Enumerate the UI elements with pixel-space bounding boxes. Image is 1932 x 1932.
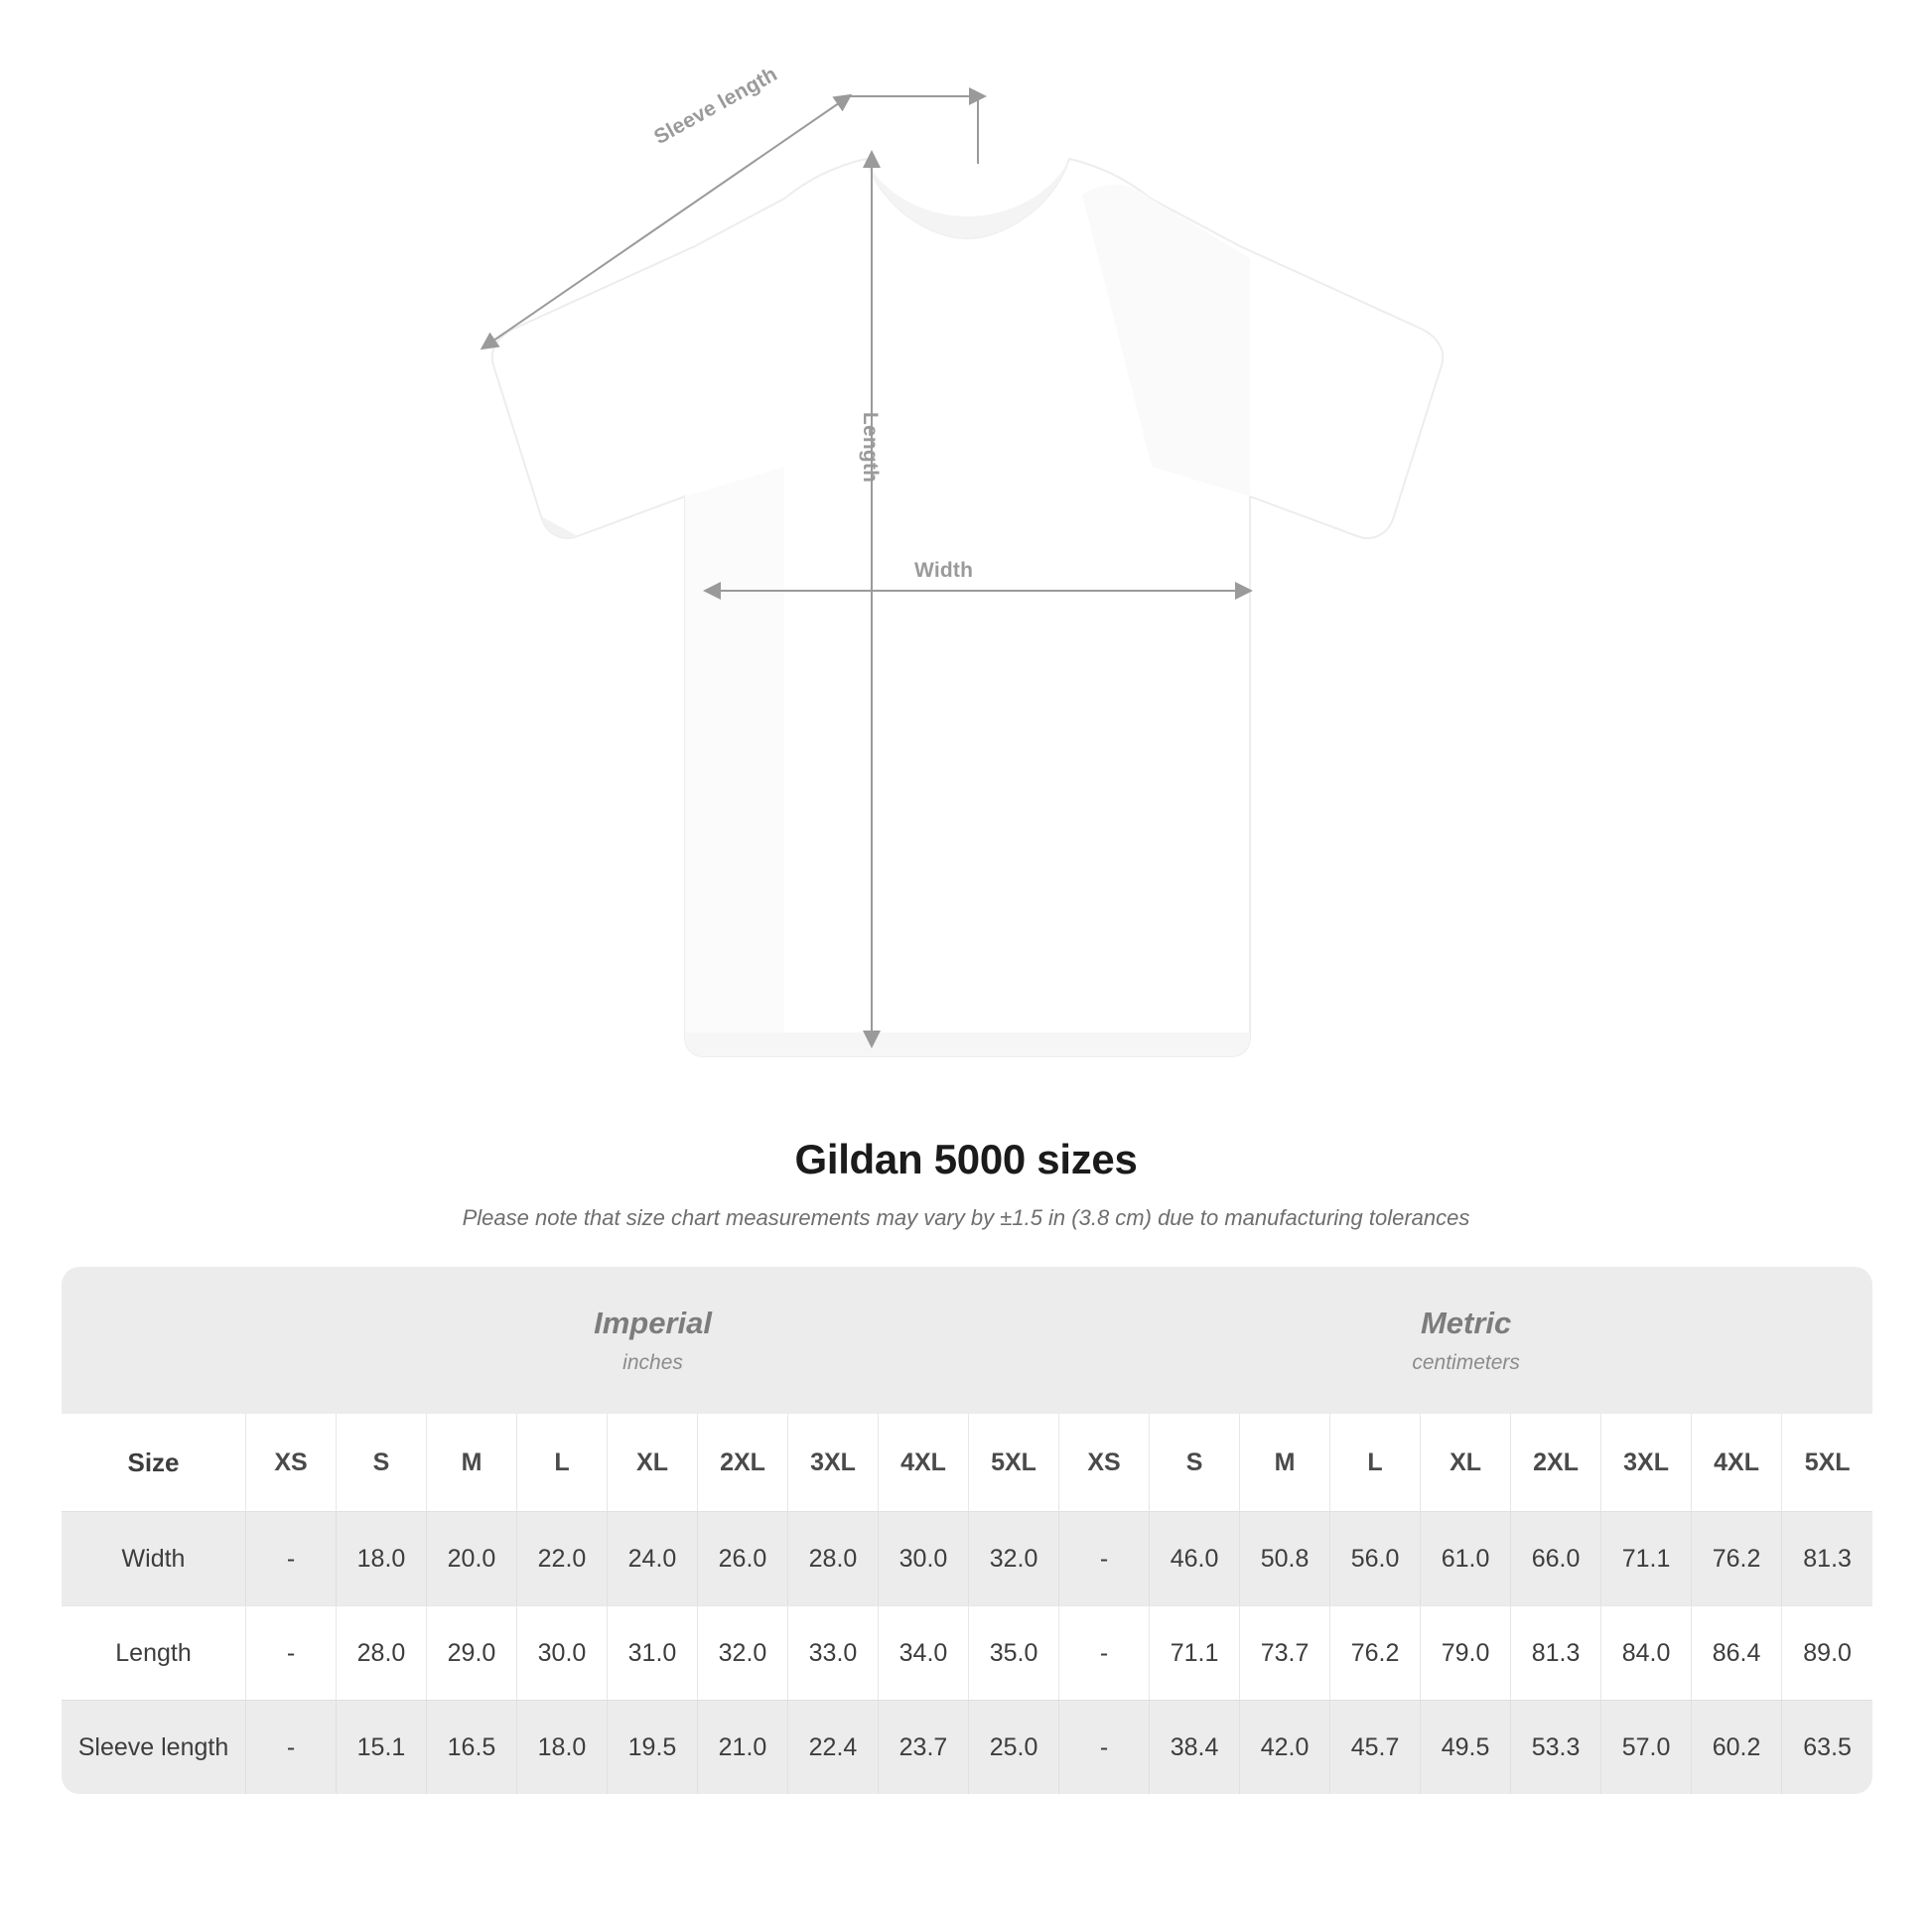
cell-length-metric-l: 76.2	[1330, 1605, 1421, 1700]
row-label-length: Length	[62, 1605, 246, 1700]
cell-length-metric-5xl: 89.0	[1782, 1605, 1872, 1700]
length-label: Length	[859, 412, 882, 483]
cell-width-imperial-3xl: 28.0	[788, 1511, 879, 1605]
cell-sleeve-imperial-m: 16.5	[427, 1700, 517, 1794]
cell-length-imperial-l: 30.0	[517, 1605, 608, 1700]
header-size-label: Size	[62, 1414, 246, 1511]
cell-sleeve-imperial-2xl: 21.0	[698, 1700, 788, 1794]
cell-width-metric-l: 56.0	[1330, 1511, 1421, 1605]
header-imperial-s: S	[337, 1414, 427, 1511]
header-metric-xl: XL	[1421, 1414, 1511, 1511]
cell-sleeve-imperial-xs: -	[246, 1700, 337, 1794]
cell-width-imperial-xl: 24.0	[608, 1511, 698, 1605]
cell-length-imperial-s: 28.0	[337, 1605, 427, 1700]
cell-width-imperial-s: 18.0	[337, 1511, 427, 1605]
header-imperial-4xl: 4XL	[879, 1414, 969, 1511]
cell-width-imperial-5xl: 32.0	[969, 1511, 1059, 1605]
width-label: Width	[914, 559, 974, 582]
cell-sleeve-imperial-xl: 19.5	[608, 1700, 698, 1794]
cell-sleeve-metric-3xl: 57.0	[1601, 1700, 1692, 1794]
cell-length-imperial-m: 29.0	[427, 1605, 517, 1700]
size-header-row	[62, 1414, 1872, 1511]
header-metric-l: L	[1330, 1414, 1421, 1511]
unit-sub-metric: centimeters	[1412, 1351, 1520, 1374]
header-metric-xs: XS	[1059, 1414, 1150, 1511]
cell-width-imperial-l: 22.0	[517, 1511, 608, 1605]
header-metric-5xl: 5XL	[1782, 1414, 1872, 1511]
cell-length-metric-2xl: 81.3	[1511, 1605, 1601, 1700]
cell-sleeve-metric-5xl: 63.5	[1782, 1700, 1872, 1794]
cell-sleeve-metric-m: 42.0	[1240, 1700, 1330, 1794]
table-row	[62, 1605, 1872, 1700]
cell-width-metric-2xl: 66.0	[1511, 1511, 1601, 1605]
header-metric-3xl: 3XL	[1601, 1414, 1692, 1511]
table-row	[62, 1700, 1872, 1794]
header-metric-2xl: 2XL	[1511, 1414, 1601, 1511]
tshirt-shape	[492, 159, 1444, 1056]
size-table-container	[62, 1267, 1870, 1794]
cell-sleeve-imperial-s: 15.1	[337, 1700, 427, 1794]
cell-length-imperial-4xl: 34.0	[879, 1605, 969, 1700]
cell-length-metric-xl: 79.0	[1421, 1605, 1511, 1700]
cell-length-imperial-xl: 31.0	[608, 1605, 698, 1700]
cell-length-imperial-5xl: 35.0	[969, 1605, 1059, 1700]
cell-length-imperial-3xl: 33.0	[788, 1605, 879, 1700]
header-metric-4xl: 4XL	[1692, 1414, 1782, 1511]
cell-width-metric-3xl: 71.1	[1601, 1511, 1692, 1605]
cell-sleeve-imperial-5xl: 25.0	[969, 1700, 1059, 1794]
cell-length-metric-3xl: 84.0	[1601, 1605, 1692, 1700]
unit-sub-imperial: inches	[622, 1351, 683, 1374]
cell-width-metric-s: 46.0	[1150, 1511, 1240, 1605]
cell-sleeve-imperial-4xl: 23.7	[879, 1700, 969, 1794]
cell-sleeve-metric-s: 38.4	[1150, 1700, 1240, 1794]
unit-name-imperial: Imperial	[594, 1306, 712, 1340]
unit-name-metric: Metric	[1420, 1306, 1512, 1340]
cell-sleeve-metric-xs: -	[1059, 1700, 1150, 1794]
header-imperial-l: L	[517, 1414, 608, 1511]
cell-width-imperial-2xl: 26.0	[698, 1511, 788, 1605]
cell-width-metric-m: 50.8	[1240, 1511, 1330, 1605]
cell-length-metric-m: 73.7	[1240, 1605, 1330, 1700]
header-imperial-m: M	[427, 1414, 517, 1511]
header-imperial-2xl: 2XL	[698, 1414, 788, 1511]
cell-width-metric-xl: 61.0	[1421, 1511, 1511, 1605]
row-label-sleeve-length: Sleeve length	[62, 1700, 246, 1794]
cell-length-metric-s: 71.1	[1150, 1605, 1240, 1700]
cell-width-imperial-m: 20.0	[427, 1511, 517, 1605]
cell-width-metric-4xl: 76.2	[1692, 1511, 1782, 1605]
header-imperial-xs: XS	[246, 1414, 337, 1511]
cell-sleeve-imperial-3xl: 22.4	[788, 1700, 879, 1794]
table-row	[62, 1511, 1872, 1605]
header-imperial-5xl: 5XL	[969, 1414, 1059, 1511]
row-label-width: Width	[62, 1511, 246, 1605]
cell-length-imperial-xs: -	[246, 1605, 337, 1700]
cell-sleeve-imperial-l: 18.0	[517, 1700, 608, 1794]
unit-header-imperial	[246, 1267, 1059, 1414]
size-chart-heading	[0, 1136, 1932, 1231]
header-imperial-xl: XL	[608, 1414, 698, 1511]
cell-width-metric-xs: -	[1059, 1511, 1150, 1605]
header-metric-s: S	[1150, 1414, 1240, 1511]
cell-length-imperial-2xl: 32.0	[698, 1605, 788, 1700]
cell-width-metric-5xl: 81.3	[1782, 1511, 1872, 1605]
cell-sleeve-metric-xl: 49.5	[1421, 1700, 1511, 1794]
cell-width-imperial-xs: -	[246, 1511, 337, 1605]
unit-header-corner	[62, 1267, 246, 1414]
size-chart-table	[62, 1267, 1872, 1794]
sleeve-length-label: Sleeve length	[650, 63, 781, 150]
header-metric-m: M	[1240, 1414, 1330, 1511]
header-imperial-3xl: 3XL	[788, 1414, 879, 1511]
cell-length-metric-4xl: 86.4	[1692, 1605, 1782, 1700]
page-title: Gildan 5000 sizes	[794, 1136, 1138, 1182]
cell-sleeve-metric-2xl: 53.3	[1511, 1700, 1601, 1794]
cell-width-imperial-4xl: 30.0	[879, 1511, 969, 1605]
cell-length-metric-xs: -	[1059, 1605, 1150, 1700]
cell-sleeve-metric-l: 45.7	[1330, 1700, 1421, 1794]
unit-header-metric	[1059, 1267, 1872, 1414]
cell-sleeve-metric-4xl: 60.2	[1692, 1700, 1782, 1794]
unit-header-row	[62, 1267, 1872, 1414]
tolerance-note: Please note that size chart measurements may vary by ±1.5 in (3.8 cm) due to manufacturing tolerances	[462, 1205, 1470, 1230]
